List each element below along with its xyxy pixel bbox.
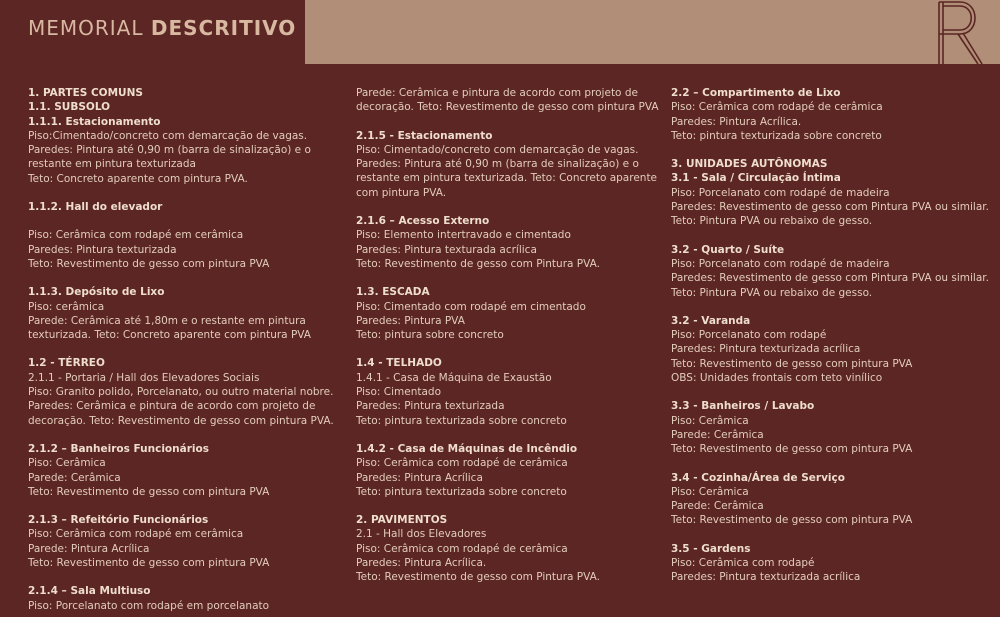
spacer xyxy=(28,214,338,228)
spacer xyxy=(356,115,656,129)
spec-line: 2.1 - Hall dos Elevadores xyxy=(356,528,487,541)
spec-line: Piso: Porcelanato com rodapé xyxy=(671,329,827,342)
header-bar xyxy=(0,0,1000,64)
spec-line: Parede: Cerâmica xyxy=(671,500,764,513)
spec-line: OBS: Unidades frontais com teto vinílico xyxy=(671,372,883,385)
spec-line: Teto: Revestimento de gesso com Pintura PVA. xyxy=(356,257,600,270)
spec-line: Piso: cerâmica xyxy=(28,300,105,313)
spec-line: 1.4.1 - Casa de Máquina de Exaustão xyxy=(356,371,552,384)
spacer xyxy=(28,570,338,584)
spec-line: Piso: Cerâmica com rodapé em cerâmica xyxy=(28,229,244,242)
spacer xyxy=(28,428,338,442)
spacer xyxy=(671,143,991,157)
spec-line: Teto: pintura sobre concreto xyxy=(356,329,504,342)
spacer xyxy=(671,385,991,399)
section-heading: 2.1.4 – Sala Multiuso xyxy=(28,585,151,598)
section-heading: 1.1.1. Estacionamento xyxy=(28,115,161,128)
spec-line: Piso:Cimentado/concreto com demarcação de vagas. xyxy=(28,129,308,142)
spec-line: Piso: Cerâmica com rodapé de cerâmica xyxy=(671,101,883,114)
spec-line: Teto: Pintura PVA ou rebaixo de gesso. xyxy=(671,215,873,228)
spec-line: Paredes: Pintura texturizada xyxy=(28,243,177,256)
spec-line: Piso: Elemento intertravado e cimentado xyxy=(356,229,571,242)
spec-line: Piso: Cerâmica com rodapé de cerâmica xyxy=(356,542,568,555)
spacer xyxy=(671,229,991,243)
section-heading: 2.1.6 – Acesso Externo xyxy=(356,215,490,228)
spacer xyxy=(28,271,338,285)
section-heading: 3.1 - Sala / Circulação Íntima xyxy=(671,172,841,185)
spec-line: Paredes: Revestimento de gesso com Pintura PVA ou similar. xyxy=(671,272,989,285)
spec-line: Teto: pintura texturizada sobre concreto xyxy=(356,485,567,498)
r-monogram-icon xyxy=(936,0,984,66)
page-title-bold: DESCRITIVO xyxy=(150,16,297,40)
spec-line: Paredes: Pintura Acrílica. xyxy=(356,557,487,570)
spacer xyxy=(671,457,991,471)
spec-line: Parede: Cerâmica xyxy=(28,471,121,484)
column-left xyxy=(28,86,338,613)
spec-line: Teto: Revestimento de gesso com pintura PVA xyxy=(28,557,270,570)
section-heading: 1.3. ESCADA xyxy=(356,286,430,299)
spec-line: Piso: Porcelanato com rodapé de madeira xyxy=(671,257,890,270)
spacer xyxy=(671,528,991,542)
spec-line: Piso: Cimentado xyxy=(356,386,442,399)
spec-line: Paredes: Cerâmica e pintura de acordo com projeto de xyxy=(28,400,316,413)
spacer xyxy=(671,300,991,314)
spec-line: restante em pintura texturizada. Teto: Concreto aparente xyxy=(356,172,658,185)
section-heading: 3.2 - Quarto / Suíte xyxy=(671,243,785,256)
spec-line: Paredes: Pintura PVA xyxy=(356,314,465,327)
section-heading: 1.4.2 - Casa de Máquinas de Incêndio xyxy=(356,442,578,455)
section-heading: 3.4 - Cozinha/Área de Serviço xyxy=(671,471,845,484)
section-heading: 1. PARTES COMUNS xyxy=(28,87,143,99)
spacer xyxy=(356,200,656,214)
spec-line: Piso: Cerâmica com rodapé de cerâmica xyxy=(356,457,568,470)
spec-line: Teto: Revestimento de gesso com pintura PVA xyxy=(28,257,270,270)
spec-line: texturizada. Teto: Concreto aparente com pintura PVA xyxy=(28,329,311,342)
title-panel xyxy=(0,0,305,64)
spec-line: decoração. Teto: Revestimento de gesso com pintura PVA. xyxy=(28,414,334,427)
section-heading: 1.4 - TELHADO xyxy=(356,357,442,370)
spec-line: Teto: Revestimento de gesso com pintura PVA xyxy=(671,357,913,370)
spec-line: Parede: Cerâmica e pintura de acordo com projeto de xyxy=(356,87,638,99)
page-title-light: MEMORIAL xyxy=(28,16,144,40)
spec-line: Piso: Porcelanato com rodapé em porcelanato xyxy=(28,599,270,612)
spec-line: restante em pintura texturizada xyxy=(28,158,196,171)
spec-line: Parede: Pintura Acrílica xyxy=(28,542,150,555)
page-title xyxy=(28,16,296,40)
section-heading: 2.1.5 - Estacionamento xyxy=(356,129,493,142)
section-heading: 2.2 – Compartimento de Lixo xyxy=(671,87,841,99)
spec-line: Teto: Revestimento de gesso com Pintura PVA. xyxy=(356,571,600,584)
spacer xyxy=(28,186,338,200)
spec-line: Paredes: Pintura até 0,90 m (barra de sinalização) e o xyxy=(28,144,311,157)
spec-line: com pintura PVA. xyxy=(356,186,447,199)
section-heading: 1.1. SUBSOLO xyxy=(28,101,111,114)
column-right xyxy=(671,86,991,585)
spec-line: Paredes: Pintura texturada acrílica xyxy=(356,243,537,256)
spec-line: Parede: Cerâmica até 1,80m e o restante em pintura xyxy=(28,314,306,327)
spacer xyxy=(356,342,656,356)
spec-line: Piso: Cerâmica xyxy=(671,414,749,427)
spec-line: Paredes: Pintura Acrílica xyxy=(356,471,483,484)
spec-line: Teto: Revestimento de gesso com pintura PVA xyxy=(671,514,913,527)
spacer xyxy=(356,271,656,285)
spec-line: Paredes: Pintura até 0,90 m (barra de sinalização) e o xyxy=(356,158,639,171)
section-heading: 3.2 - Varanda xyxy=(671,314,751,327)
spec-line: Teto: pintura texturizada sobre concreto xyxy=(671,129,882,142)
section-heading: 1.1.3. Depósito de Lixo xyxy=(28,286,165,299)
spec-line: Piso: Cerâmica com rodapé em cerâmica xyxy=(28,528,244,541)
column-middle xyxy=(356,86,659,585)
spec-line: Piso: Cerâmica xyxy=(671,485,749,498)
spec-line: Piso: Cimentado/concreto com demarcação de vagas. xyxy=(356,143,639,156)
spec-line: Teto: Revestimento de gesso com pintura PVA xyxy=(28,485,270,498)
spec-line: Piso: Cimentado com rodapé em cimentado xyxy=(356,300,586,313)
spacer xyxy=(28,342,338,356)
spec-line: Piso: Cerâmica xyxy=(28,457,106,470)
spec-line: Paredes: Pintura texturizada acrílica xyxy=(671,571,861,584)
spec-line: Piso: Cerâmica com rodapé xyxy=(671,557,815,570)
spec-line: 2.1.1 - Portaria / Hall dos Elevadores Sociais xyxy=(28,371,260,384)
section-heading: 2.1.3 – Refeitório Funcionários xyxy=(28,514,209,527)
spec-line: Paredes: Pintura texturizada xyxy=(356,400,505,413)
section-heading: 3. UNIDADES AUTÔNOMAS xyxy=(671,158,828,171)
spec-line: Teto: Concreto aparente com pintura PVA. xyxy=(28,172,248,185)
spec-line: Paredes: Pintura texturizada acrílica xyxy=(671,343,861,356)
spec-line: decoração. Teto: Revestimento de gesso com pintura PVA xyxy=(356,101,659,114)
section-heading: 1.2 - TÉRREO xyxy=(28,357,105,370)
spec-line: Parede: Cerâmica xyxy=(671,428,764,441)
spec-line: Piso: Porcelanato com rodapé de madeira xyxy=(671,186,890,199)
spec-line: Teto: Pintura PVA ou rebaixo de gesso. xyxy=(671,286,873,299)
section-heading: 1.1.2. Hall do elevador xyxy=(28,201,163,214)
section-heading: 3.5 - Gardens xyxy=(671,542,751,555)
section-heading: 2. PAVIMENTOS xyxy=(356,514,448,527)
section-heading: 2.1.2 – Banheiros Funcionários xyxy=(28,442,209,455)
section-heading: 3.3 - Banheiros / Lavabo xyxy=(671,400,815,413)
spacer xyxy=(356,428,656,442)
header-band xyxy=(305,0,1000,64)
spec-line: Paredes: Revestimento de gesso com Pintura PVA ou similar. xyxy=(671,201,989,214)
spec-line: Teto: Revestimento de gesso com pintura PVA xyxy=(671,443,913,456)
spacer xyxy=(28,499,338,513)
spacer xyxy=(356,499,656,513)
spec-line: Teto: pintura texturizada sobre concreto xyxy=(356,414,567,427)
spec-line: Paredes: Pintura Acrílica. xyxy=(671,115,802,128)
spec-line: Piso: Granito polido, Porcelanato, ou outro material nobre. xyxy=(28,386,334,399)
